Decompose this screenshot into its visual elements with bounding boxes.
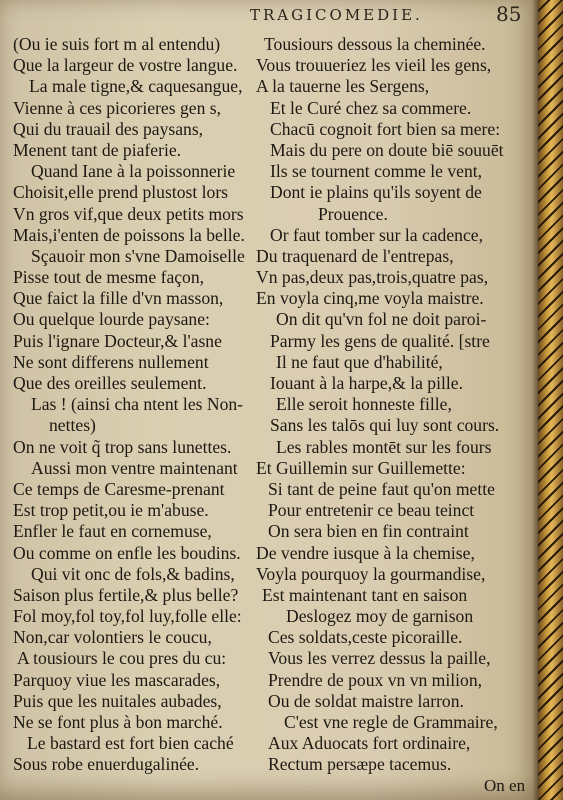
verse-line: La male tigne,& caquesangue, [29,76,243,97]
verse-line: Les rables montēt sur les fours [276,436,492,457]
verse-line: Non,car volontiers le coucu, [13,627,212,648]
verse-line: Qui vit onc de fols,& badins, [31,563,235,584]
verse-line: Ou comme on enfle les boudins. [13,542,241,563]
verse-line: Dont ie plains qu'ils soyent de [270,182,482,203]
verse-line: Vous les verrez dessus la paille, [268,648,491,669]
verse-line: Tousiours dessous la cheminée. [264,34,486,54]
verse-line: Il ne faut que d'habilité, [276,351,443,372]
verse-line: Et Guillemin sur Guillemette: [256,457,466,478]
verse-line: Du traquenard de l'entrepas, [256,245,454,266]
verse-line: Vn gros vif,que deux petits mors [13,203,244,224]
verse-line: Est trop petit,ou ie m'abuse. [13,500,209,521]
verse-line: On dit qu'vn fol ne doit paroi- [276,309,487,330]
verse-line: Aux Aduocats fort ordinaire, [268,733,471,754]
verse-line: Aussi mon ventre maintenant [31,457,238,478]
verse-line: Prendre de poux vn vn milion, [268,669,483,690]
verse-line: Chacū cognoit fort bien sa mere: [270,118,501,139]
verse-line: Saison plus fertile,& plus belle? [13,584,239,605]
verse-line: Ne sont differens nullement [13,351,209,372]
page-number: 85 [496,2,522,26]
verse-line: Ne se font plus à bon marché. [13,712,223,732]
verse-line: Prouence. [318,203,388,224]
verse-line: Et le Curé chez sa commere. [270,97,472,118]
verse-line: On ne voit q̃ trop sans lunettes. [13,436,232,457]
verse-line: Pour entretenir ce beau teinct [268,500,475,521]
verse-line: Le bastard est fort bien caché [27,733,234,754]
verse-line: On sera bien en fin contraint [268,521,469,542]
verse-line: Menent tant de piaferie. [13,139,182,160]
verse-line: Elle seroit honneste fille, [276,394,452,415]
verse-line: Iouant à la harpe,& la pille. [270,373,463,393]
verse-line: Ils se tournent comme le vent, [270,161,483,182]
verse-line: A tousiours le cou pres du cu: [17,648,227,669]
verse-line: Las ! (ainsi cha ntent les Non- [31,394,244,415]
verse-line: Voyla pourquoy la gourmandise, [256,563,486,584]
verse-line: Mais,i'enten de poissons la belle. [13,224,245,245]
verse-line: Ou quelque lourde paysane: [13,309,210,330]
verse-line: Puis l'ignare Docteur,& l'asne [13,330,222,351]
right-verse-column [256,34,504,776]
running-head: TRAGICOMEDIE. [250,6,423,24]
left-verse-column [13,34,245,776]
verse-line: Qui du trauail des paysans, [13,118,204,139]
verse-line: Parmy les gens de qualité. [stre [270,330,490,351]
verse-line: Si tant de peine faut qu'on mette [268,478,495,499]
verse-line: Est maintenant tant en saison [262,584,468,605]
verse-line: (Ou ie suis fort m al entendu) [13,34,221,54]
verse-line: Puis que les nuitales aubades, [13,690,222,711]
verse-line: Sçauoir mon s'vne Damoiselle [31,245,245,266]
verse-line: Ces soldats,ceste picoraille. [268,627,463,648]
verse-line: Choisit,elle prend plustost lors [13,182,229,203]
verse-line: A la tauerne les Sergens, [256,76,430,97]
gilt-page-edges [538,0,563,800]
verse-line: Quand Iane à la poissonnerie [31,161,236,182]
verse-line: Vous trouueriez les vieil les gens, [256,55,492,76]
verse-line: Fol moy,fol toy,fol luy,folle elle: [13,606,242,627]
verse-line: Que la largeur de vostre langue. [13,55,238,76]
verse-line: Sans les talōs qui luy sont cours. [270,415,500,436]
verse-line: Sous robe enuerdugalinée. [13,754,200,775]
verse-line: Parquoy viue les mascarades, [13,669,221,690]
verse-line: Que des oreilles seulement. [13,373,207,393]
verse-line: En voyla cinq,me voyla maistre. [256,288,484,309]
verse-line: Rectum persæpe tacemus. [268,754,452,775]
verse-line: nettes) [49,415,96,436]
verse-line: De vendre iusque à la chemise, [256,542,475,563]
verse-line: Vn pas,deux pas,trois,quatre pas, [256,267,489,288]
catchword: On en [484,776,526,795]
verse-line: Ou de soldat maistre larron. [268,690,464,711]
verse-line: Vienne à ces picorieres gen s, [13,97,222,118]
verse-line: Que faict la fille d'vn masson, [13,288,224,309]
verse-line: Enfler le faut en cornemuse, [13,521,212,542]
verse-line: Ce temps de Caresme-prenant [13,478,225,499]
verse-line: Pisse tout de mesme façon, [13,267,205,288]
verse-line: C'est vne regle de Grammaire, [284,712,498,732]
verse-line: Or faut tomber sur la cadence, [270,224,483,245]
verse-line: Deslogez moy de garnison [286,606,474,627]
verse-line: Mais du pere on doute biē souuēt [270,139,504,160]
